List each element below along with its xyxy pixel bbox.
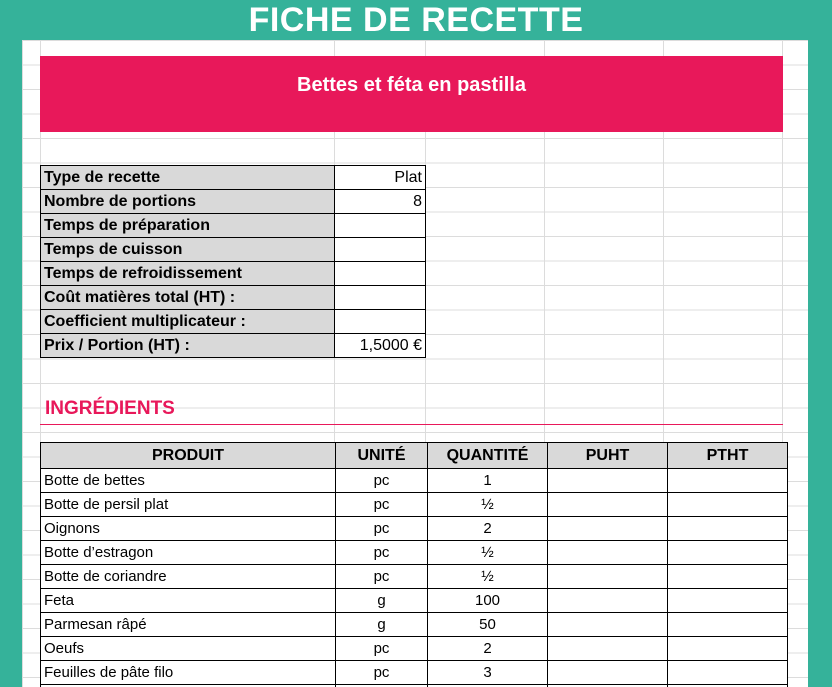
info-row [41, 310, 426, 334]
table-cell[interactable] [548, 613, 668, 637]
table-row [41, 589, 788, 613]
spreadsheet-grid[interactable] [22, 40, 808, 687]
table-cell[interactable]: 100 [428, 589, 548, 613]
table-cell[interactable] [548, 517, 668, 541]
table-row [41, 469, 788, 493]
column-header[interactable]: PUHT [548, 443, 668, 469]
table-cell[interactable]: Botte de bettes [41, 469, 336, 493]
table-cell[interactable] [668, 493, 788, 517]
table-cell[interactable] [548, 469, 668, 493]
table-cell[interactable] [668, 517, 788, 541]
table-cell[interactable]: g [336, 589, 428, 613]
table-cell[interactable]: pc [336, 565, 428, 589]
table-row [41, 541, 788, 565]
info-row [41, 334, 426, 358]
info-label[interactable]: Coût matières total (HT) : [41, 286, 335, 310]
column-header[interactable]: UNITÉ [336, 443, 428, 469]
table-cell[interactable]: Oeufs [41, 637, 336, 661]
info-label[interactable]: Temps de cuisson [41, 238, 335, 262]
info-row [41, 214, 426, 238]
info-row [41, 286, 426, 310]
info-label[interactable]: Nombre de portions [41, 190, 335, 214]
table-cell[interactable] [668, 637, 788, 661]
recipe-info-table [40, 165, 426, 358]
info-label[interactable]: Type de recette [41, 166, 335, 190]
table-cell[interactable] [668, 589, 788, 613]
table-row [41, 493, 788, 517]
table-cell[interactable]: g [336, 613, 428, 637]
table-cell[interactable] [548, 661, 668, 685]
info-value-cell[interactable]: 1,5000 € [335, 334, 426, 358]
info-row [41, 166, 426, 190]
table-cell[interactable] [548, 565, 668, 589]
info-label[interactable]: Prix / Portion (HT) : [41, 334, 335, 358]
info-row [41, 190, 426, 214]
table-cell[interactable]: 50 [428, 613, 548, 637]
table-cell[interactable]: pc [336, 541, 428, 565]
recipe-name-banner[interactable]: Bettes et féta en pastilla [40, 56, 783, 132]
info-row [41, 262, 426, 286]
column-header[interactable]: PRODUIT [41, 443, 336, 469]
column-header[interactable]: PTHT [668, 443, 788, 469]
table-cell[interactable]: Botte de persil plat [41, 493, 336, 517]
info-value-cell[interactable] [335, 286, 426, 310]
table-cell[interactable] [548, 637, 668, 661]
table-cell[interactable]: 2 [428, 517, 548, 541]
table-cell[interactable]: ½ [428, 493, 548, 517]
table-row [41, 565, 788, 589]
info-value-cell[interactable]: Plat [335, 166, 426, 190]
info-label[interactable]: Temps de préparation [41, 214, 335, 238]
ingredients-table [40, 442, 788, 687]
info-value-cell[interactable] [335, 238, 426, 262]
table-cell[interactable]: 2 [428, 637, 548, 661]
table-cell[interactable] [548, 541, 668, 565]
table-row [41, 613, 788, 637]
info-row [41, 238, 426, 262]
table-cell[interactable]: Botte d’estragon [41, 541, 336, 565]
table-cell[interactable] [548, 493, 668, 517]
table-cell[interactable] [668, 565, 788, 589]
table-cell[interactable] [668, 541, 788, 565]
table-cell[interactable]: pc [336, 637, 428, 661]
info-value-cell[interactable]: 8 [335, 190, 426, 214]
column-header[interactable]: QUANTITÉ [428, 443, 548, 469]
table-cell[interactable]: Botte de coriandre [41, 565, 336, 589]
section-divider [40, 424, 783, 425]
info-value-cell[interactable] [335, 214, 426, 238]
table-cell[interactable]: 1 [428, 469, 548, 493]
table-cell[interactable] [548, 589, 668, 613]
table-cell[interactable]: ½ [428, 565, 548, 589]
info-label[interactable]: Coefficient multiplicateur : [41, 310, 335, 334]
table-cell[interactable] [668, 613, 788, 637]
table-cell[interactable]: pc [336, 493, 428, 517]
table-cell[interactable]: pc [336, 517, 428, 541]
info-value-cell[interactable] [335, 262, 426, 286]
table-row [41, 517, 788, 541]
table-cell[interactable]: Parmesan râpé [41, 613, 336, 637]
table-cell[interactable] [668, 661, 788, 685]
info-label[interactable]: Temps de refroidissement [41, 262, 335, 286]
table-cell[interactable]: pc [336, 661, 428, 685]
table-row [41, 661, 788, 685]
table-cell[interactable]: Oignons [41, 517, 336, 541]
table-cell[interactable]: pc [336, 469, 428, 493]
ingredients-section-title: INGRÉDIENTS [45, 398, 175, 419]
table-cell[interactable]: 3 [428, 661, 548, 685]
table-cell[interactable]: Feta [41, 589, 336, 613]
page-title: FICHE DE RECETTE [248, 1, 584, 39]
info-value-cell[interactable] [335, 310, 426, 334]
table-cell[interactable]: ½ [428, 541, 548, 565]
table-cell[interactable] [668, 469, 788, 493]
table-cell[interactable]: Feuilles de pâte filo [41, 661, 336, 685]
table-row [41, 637, 788, 661]
